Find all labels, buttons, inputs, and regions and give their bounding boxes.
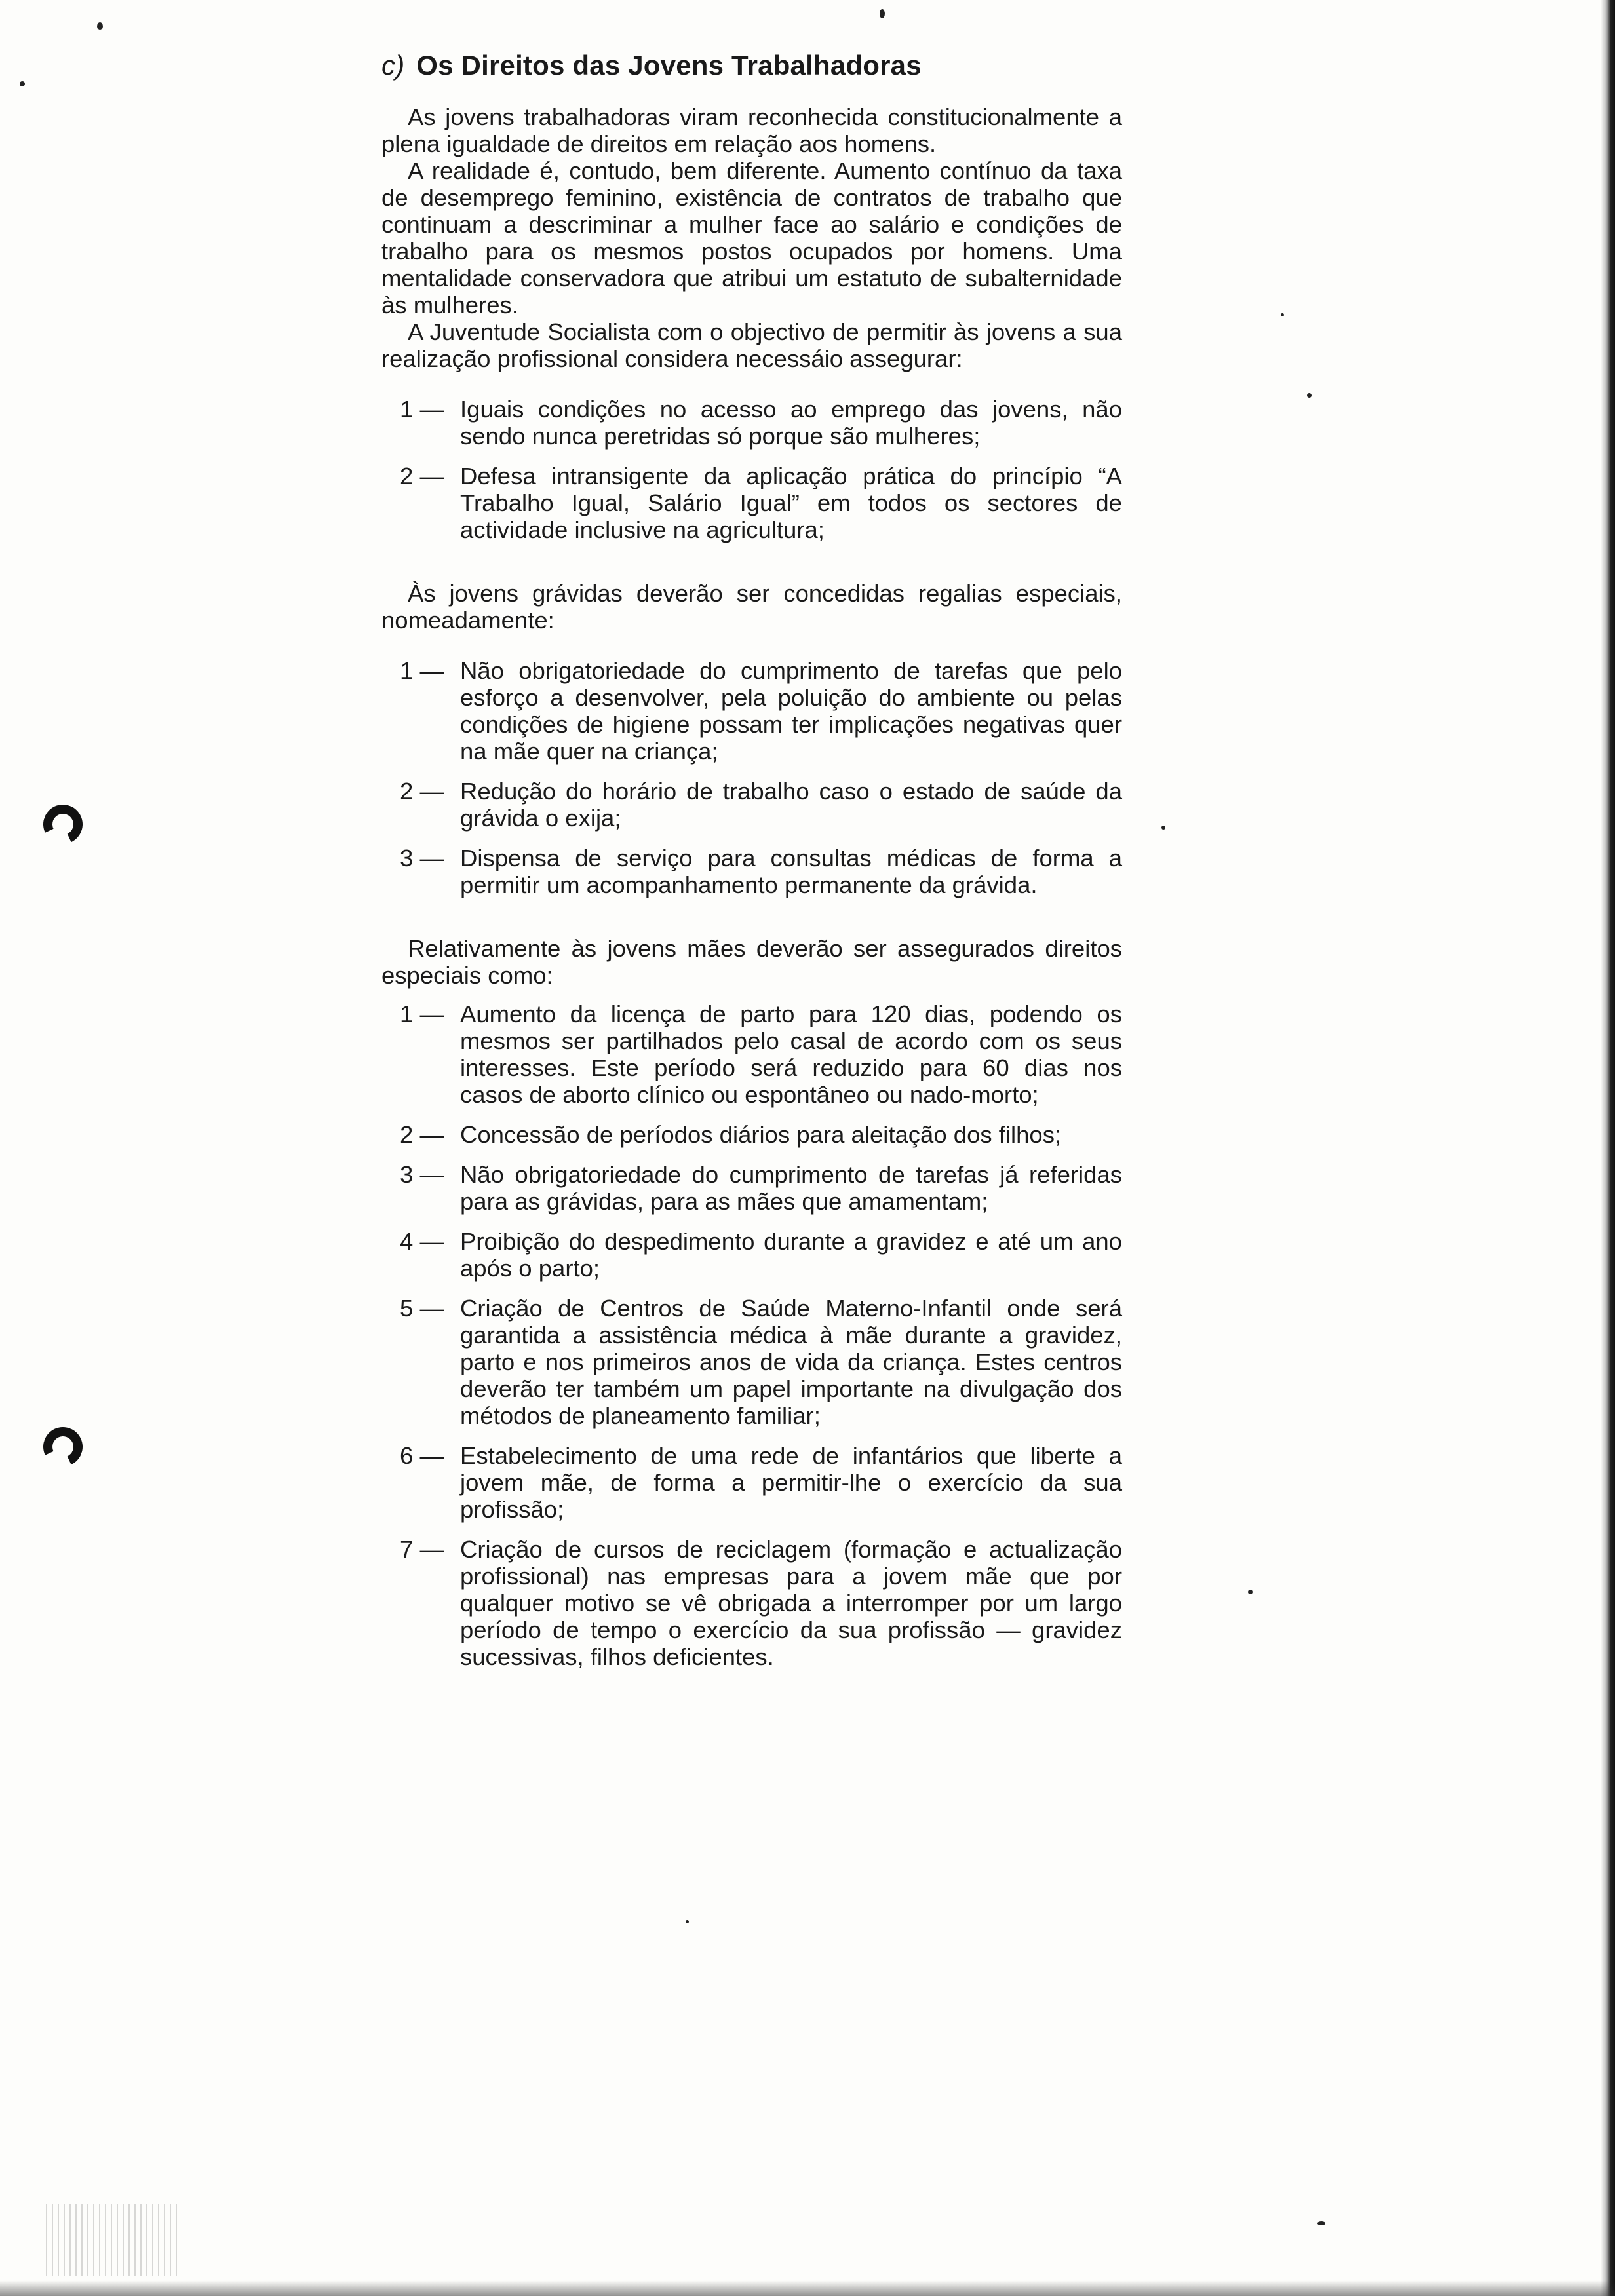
item-number: 2 — (400, 463, 444, 489)
list-item (381, 1228, 1122, 1282)
item-text: Redução do horário de trabalho caso o estado de saúde da grávida o exija; (460, 778, 1122, 832)
list-item (381, 1001, 1122, 1108)
list-item (381, 845, 1122, 898)
item-text: Proibição do despedimento durante a gravidez e até um ano após o parto; (460, 1228, 1122, 1282)
intro-paragraph: A Juventude Socialista com o objectivo de permitir às jovens a sua realização profissional considera necessáio assegurar: (381, 318, 1122, 372)
section-prefix: c) (381, 50, 405, 81)
list-item (381, 1121, 1122, 1148)
item-number: 5 — (400, 1295, 444, 1322)
punch-hole-top (38, 799, 88, 850)
spacer (381, 989, 1122, 1001)
list-item (381, 396, 1122, 450)
speck (686, 1920, 689, 1923)
list-item (381, 778, 1122, 832)
mothers-intro: Relativamente às jovens mães deverão ser assegurados direitos especiais como: (381, 935, 1122, 989)
spacer (381, 911, 1122, 935)
item-number: 7 — (400, 1536, 444, 1563)
item-number: 1 — (400, 657, 444, 684)
section-title-text: Os Direitos das Jovens Trabalhadoras (416, 50, 922, 81)
list-item (381, 1295, 1122, 1429)
item-number: 4 — (400, 1228, 444, 1255)
document-body (381, 50, 1122, 1683)
spacer (381, 634, 1122, 657)
list-item (381, 1536, 1122, 1670)
item-text: Criação de cursos de reciclagem (formação e actualização profissional) nas empresas para a jovem mãe que por qualquer motivo se vê obrigada a interromper por um largo período de tempo o exercício da sua profissão — gravidez sucessivas, filhos deficientes. (460, 1536, 1122, 1670)
item-text: Iguais condições no acesso ao emprego das jovens, não sendo nunca peretridas só porque são mulheres; (460, 396, 1122, 450)
list-item (381, 657, 1122, 765)
list-item (381, 1442, 1122, 1523)
speck (1307, 393, 1312, 398)
item-number: 1 — (400, 396, 444, 423)
pregnant-rights-list (381, 657, 1122, 898)
item-number: 3 — (400, 845, 444, 871)
punch-hole-bottom (38, 1422, 88, 1472)
mothers-rights-list (381, 1001, 1122, 1670)
spacer (381, 556, 1122, 580)
item-number: 6 — (400, 1442, 444, 1469)
scan-edge-right (1601, 0, 1615, 2296)
speck (1248, 1590, 1253, 1594)
item-number: 2 — (400, 1121, 444, 1148)
section-title (381, 50, 1122, 81)
speck (880, 9, 885, 18)
intro-paragraph: A realidade é, contudo, bem diferente. Aumento contínuo da taxa de desemprego feminino, existência de contratos de trabalho que continuam a descriminar a mulher face ao salário e condições de trabalho para os mesmos postos ocupados por homens. Uma mentalidade conservadora que atribui um estatuto de subalternidade às mulheres. (381, 157, 1122, 318)
speck (1281, 313, 1284, 316)
item-number: 3 — (400, 1161, 444, 1188)
item-text: Não obrigatoriedade do cumprimento de tarefas já referidas para as grávidas, para as mães que amamentam; (460, 1161, 1122, 1215)
speck (1161, 826, 1165, 830)
item-text: Criação de Centros de Saúde Materno-Infantil onde será garantida a assistência médica à mãe durante a gravidez, parto e nos primeiros anos de vida da criança. Estes centros deverão ter também um papel importante na divulgação dos métodos de planeamento familiar; (460, 1295, 1122, 1429)
list-item (381, 1161, 1122, 1215)
item-text: Estabelecimento de uma rede de infantários que liberte a jovem mãe, de forma a permitir-lhe o exercício da sua profissão; (460, 1442, 1122, 1523)
spacer (381, 372, 1122, 396)
item-number: 1 — (400, 1001, 444, 1027)
item-text: Aumento da licença de parto para 120 dias, podendo os mesmos ser partilhados pelo casal de acordo com os seus interesses. Este período será reduzido para 60 dias nos casos de aborto clínico ou espontâneo ou nado-morto; (460, 1001, 1122, 1108)
list-item (381, 463, 1122, 543)
item-text: Dispensa de serviço para consultas médicas de forma a permitir um acompanhamento permanente da grávida. (460, 845, 1122, 898)
speck (20, 81, 25, 86)
speck (97, 22, 103, 30)
item-text: Defesa intransigente da aplicação prática do princípio “A Trabalho Igual, Salário Igual” em todos os sectores de actividade inclusive na agricultura; (460, 463, 1122, 543)
item-number: 2 — (400, 778, 444, 805)
pregnant-intro: Às jovens grávidas deverão ser concedidas regalias especiais, nomeadamente: (381, 580, 1122, 634)
item-text: Concessão de períodos diários para aleitação dos filhos; (460, 1121, 1062, 1148)
item-text: Não obrigatoriedade do cumprimento de tarefas que pelo esforço a desenvolver, pela poluição do ambiente ou pelas condições de higiene possam ter implicações negativas quer na mãe quer na criança; (460, 657, 1122, 765)
equality-list (381, 396, 1122, 543)
intro-paragraph: As jovens trabalhadoras viram reconhecida constitucionalmente a plena igualdade de direitos em relação aos homens. (381, 104, 1122, 157)
scan-noise (46, 2204, 177, 2276)
speck (1317, 2221, 1325, 2225)
scan-edge-bottom (0, 2280, 1615, 2296)
